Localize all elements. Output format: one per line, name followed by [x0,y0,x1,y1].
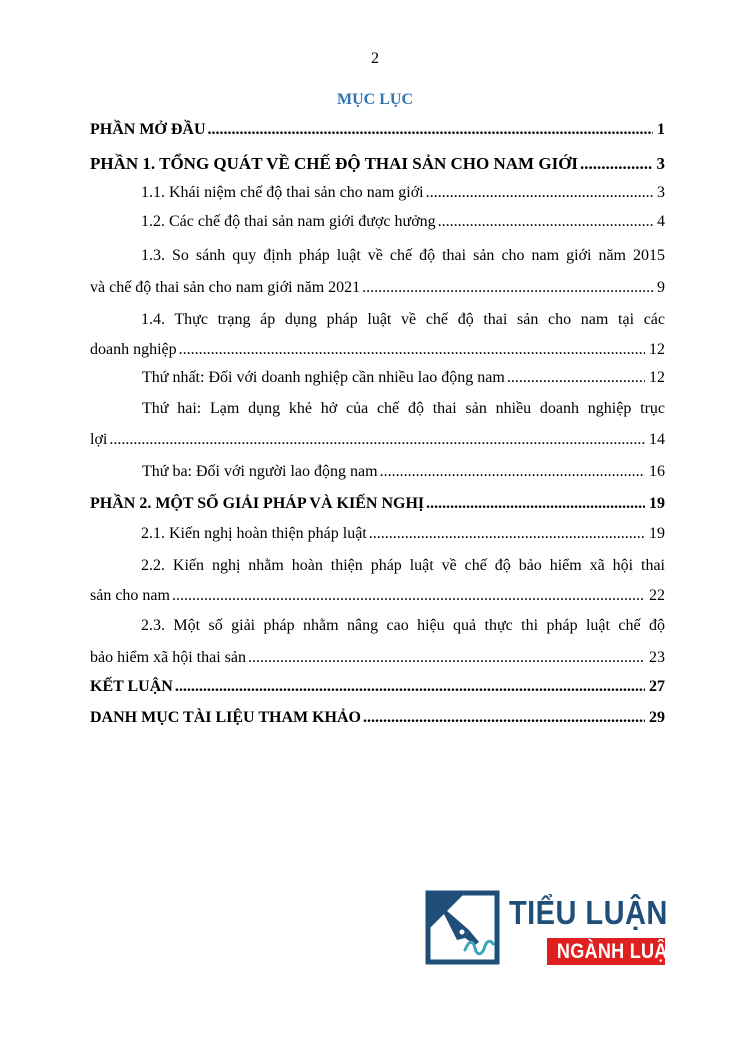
toc-entry-text-line2: doanh nghiệp [90,341,177,358]
page-number: 2 [371,50,379,67]
toc-entry-text: Thứ ba: Đối với người lao động nam [142,463,378,480]
toc-entry-page: 4 [657,213,665,230]
toc-entry-continuation[interactable] [90,279,665,297]
toc-entry[interactable] [90,121,665,139]
dot-leader [179,341,645,359]
dot-leader [369,525,645,543]
toc-entry-page: 9 [657,279,665,296]
toc-entry-text-line1: 2.3. Một số giải pháp nhằm nâng cao hiệu quả thực thi pháp luật chế độ [141,617,665,634]
toc-entry-text-line1: 1.4. Thực trạng áp dụng pháp luật về chế độ thai sản cho nam tại các [141,311,665,328]
toc-entry-page: 3 [657,184,665,201]
toc-entry[interactable] [90,678,665,696]
toc-entry[interactable] [90,154,665,174]
toc-entry-text: PHẦN MỞ ĐẦU [90,121,206,138]
brand-logo [425,890,679,966]
dot-leader [426,495,645,513]
toc-entry-text-line2: lợi [90,431,108,448]
toc-entry-page: 3 [656,154,665,173]
toc-entry-text-line2: sản cho nam [90,587,170,604]
dot-leader [362,279,653,297]
logo-text-secondary: NGÀNH LUẬT [547,938,665,965]
toc-entry-page: 12 [649,341,665,358]
toc-title: MỤC LỤC [337,91,413,108]
toc-entry-text-line1: 2.2. Kiến nghị nhằm hoàn thiện pháp luật về chế độ bảo hiểm xã hội thai [141,557,665,574]
toc-entry[interactable] [90,525,665,543]
pen-nib-icon [425,890,500,965]
toc-entry[interactable] [90,709,665,727]
toc-entry-text: 1.1. Khái niệm chế độ thai sản cho nam giới [141,184,424,201]
toc-entry[interactable] [90,495,665,513]
dot-leader [248,649,645,667]
dot-leader [580,154,652,174]
toc-entry-continuation[interactable] [90,341,665,359]
toc-entry-text: PHẦN 1. TỔNG QUÁT VỀ CHẾ ĐỘ THAI SẢN CHO NAM GIỚI [90,154,579,173]
toc-entry-text: DANH MỤC TÀI LIỆU THAM KHẢO [90,709,361,726]
toc-entry-continuation[interactable] [90,431,665,449]
toc-entry[interactable] [90,463,665,481]
toc-entry-page: 19 [649,495,665,512]
toc-entry-text: Thứ nhất: Đối với doanh nghiệp cần nhiều lao động nam [142,369,505,386]
toc-entry-page: 1 [657,121,665,138]
toc-entry[interactable] [90,311,665,329]
dot-leader [363,709,645,727]
toc-entry-text-line2: và chế độ thai sản cho nam giới năm 2021 [90,279,361,296]
toc-entry-page: 29 [649,709,665,726]
toc-entry[interactable] [90,247,665,265]
dot-leader [175,678,645,696]
toc-entry-text: 1.2. Các chế độ thai sản nam giới được hưởng [141,213,436,230]
dot-leader [172,587,645,605]
toc-entry-page: 14 [649,431,665,448]
dot-leader [426,184,653,202]
toc-entry-text: 2.1. Kiến nghị hoàn thiện pháp luật [141,525,367,542]
toc-entry[interactable] [90,400,665,418]
toc-entry-text: KẾT LUẬN [90,678,173,695]
toc-entry-page: 22 [649,587,665,604]
toc-entry[interactable] [90,184,665,202]
logo-text-primary: TIỂU LUẬN [509,894,668,931]
toc-entry[interactable] [90,213,665,231]
toc-entry[interactable] [90,557,665,575]
toc-entry-page: 16 [649,463,665,480]
toc-entry-text-line1: 1.3. So sánh quy định pháp luật về chế độ thai sản cho nam giới năm 2015 [141,247,665,264]
toc-entry[interactable] [90,617,665,635]
dot-leader [438,213,653,231]
toc-entry-page: 12 [649,369,665,386]
dot-leader [507,369,645,387]
toc-entry-page: 27 [649,678,665,695]
toc-entry-text-line2: bảo hiểm xã hội thai sản [90,649,246,666]
toc-entry-page: 19 [649,525,665,542]
dot-leader [380,463,645,481]
toc-entry[interactable] [90,369,665,387]
toc-entry-continuation[interactable] [90,649,665,667]
toc-entry-continuation[interactable] [90,587,665,605]
dot-leader [109,431,645,449]
toc-entry-text: PHẦN 2. MỘT SỐ GIẢI PHÁP VÀ KIẾN NGHỊ [90,495,425,512]
dot-leader [208,121,653,139]
toc-entry-page: 23 [649,649,665,666]
toc-entry-text-line1: Thứ hai: Lạm dụng khẻ hở của chế độ thai sản nhiều doanh nghiệp trục [142,400,665,417]
